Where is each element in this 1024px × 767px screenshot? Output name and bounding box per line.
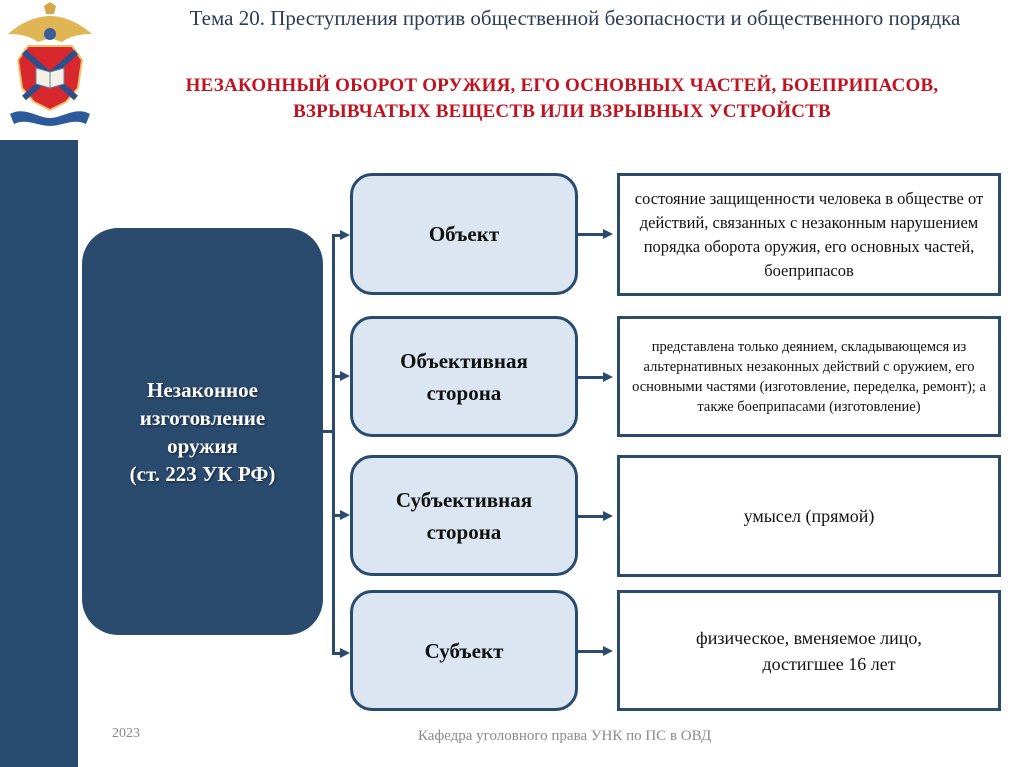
arrow-to-subjective-side-icon — [340, 510, 350, 520]
description-box-object — [617, 173, 1001, 296]
description-text: состояние защищенности человека в обществе от действий, связанных с незаконным нарушением порядка оборота оружия, его основных частей, боеприпасов — [634, 188, 984, 280]
element-box-subject — [350, 590, 578, 711]
police-university-emblem-icon — [4, 2, 96, 130]
description-box-objective-side — [617, 316, 1001, 437]
element-box-object — [350, 173, 578, 295]
element-box-subjective-side — [350, 455, 578, 576]
left-sidebar-bar — [0, 140, 78, 767]
branch-connector-4 — [332, 652, 340, 655]
description-box-subjective-side — [617, 455, 1001, 577]
title-line-2: ВЗРЫВЧАТЫХ ВЕЩЕСТВ ИЛИ ВЗРЫВНЫХ УСТРОЙСТВ — [293, 101, 831, 122]
branch-connector-3 — [332, 514, 340, 517]
desc-connector-1 — [578, 233, 605, 236]
footer-department: Кафедра уголовного права УНК по ПС в ОВД — [418, 728, 712, 744]
page-title — [100, 73, 1024, 125]
arrow-to-subjective-desc-icon — [603, 511, 613, 521]
element-label-line-1: Объективная — [400, 348, 528, 373]
root-line-2: изготовление — [139, 405, 266, 430]
root-line-4: (ст. 223 УК РФ) — [129, 461, 276, 486]
description-text: представлена только деянием, складывающемся из альтернативных незаконных действий с оружием, его основными частями (изготовление, переделка, ремонт); а также боеприпасами (изготовление) — [632, 338, 986, 415]
arrow-to-object-desc-icon — [603, 229, 613, 239]
title-line-1: НЕЗАКОННЫЙ ОБОРОТ ОРУЖИЯ, ЕГО ОСНОВНЫХ ЧАСТЕЙ, БОЕПРИПАСОВ, — [185, 75, 939, 96]
description-line-2: достигшее 16 лет — [762, 653, 896, 674]
description-box-subject — [617, 590, 1001, 711]
branch-connector-2 — [332, 375, 340, 378]
branch-connector-1 — [332, 234, 340, 237]
root-line-3: оружия — [167, 433, 238, 458]
arrow-to-objective-side-icon — [340, 371, 350, 381]
element-label: Объект — [428, 222, 500, 246]
element-label-line-2: сторона — [426, 519, 502, 544]
desc-connector-2 — [578, 376, 605, 379]
desc-connector-4 — [578, 650, 605, 653]
footer-year: 2023 — [112, 726, 140, 741]
arrow-to-subject-desc-icon — [603, 646, 613, 656]
vertical-connector — [332, 234, 335, 654]
arrow-to-objective-desc-icon — [603, 372, 613, 382]
arrow-to-subject-icon — [340, 648, 350, 658]
topic-heading: Тема 20. Преступления против общественной безопасности и общественного порядка — [189, 6, 961, 30]
element-label-line-1: Субъективная — [395, 487, 533, 512]
arrow-to-object-icon — [340, 230, 350, 240]
root-line-1: Незаконное — [147, 377, 258, 402]
element-box-objective-side — [350, 316, 578, 437]
description-line-1: физическое, вменяемое лицо, — [696, 627, 922, 648]
desc-connector-3 — [578, 515, 605, 518]
description-text: умысел (прямой) — [743, 506, 875, 526]
element-label-line-2: сторона — [426, 380, 502, 405]
root-crime-box — [82, 228, 323, 635]
element-label: Субъект — [424, 638, 504, 663]
